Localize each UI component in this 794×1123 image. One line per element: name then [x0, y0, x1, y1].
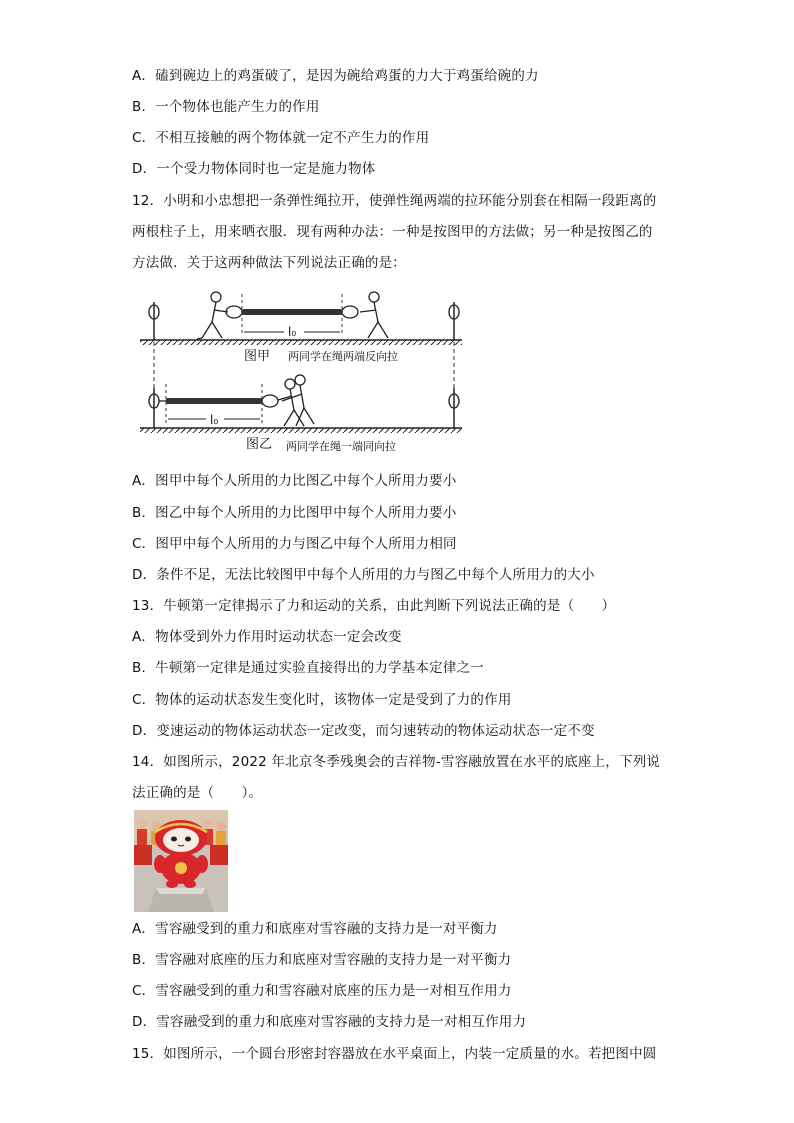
q12-option-d: D．条件不足，无法比较图甲中每个人所用的力与图乙中每个人所用力的大小	[132, 567, 595, 583]
q11-option-d: D．一个受力物体同时也一定是施力物体	[132, 161, 376, 177]
q12-option-b: B．图乙中每个人所用的力比图甲中每个人所用力要小	[132, 505, 457, 521]
q12-option-c: C．图甲中每个人所用的力与图乙中每个人所用力相同	[132, 536, 457, 552]
q13-option-b: B．牛顿第一定律是通过实验直接得出的力学基本定律之一	[132, 660, 484, 676]
q13-option-a: A．物体受到外力作用时运动状态一定会改变	[132, 629, 402, 645]
mascot-photo	[134, 810, 228, 912]
q15-stem-line-1: 15．如图所示，一个圆台形密封容器放在水平桌面上，内装一定质量的水。若把图中圆	[132, 1046, 657, 1062]
q12-stem-line-3: 方法做．关于这两种做法下列说法正确的是：	[132, 255, 406, 271]
caption-b-title: 图乙	[246, 437, 273, 452]
q14-option-a: A．雪容融受到的重力和底座对雪容融的支持力是一对平衡力	[132, 921, 498, 937]
post-right-a	[449, 302, 459, 340]
q11-option-a: A．磕到碗边上的鸡蛋破了，是因为碗给鸡蛋的力大于鸡蛋给碗的力	[132, 68, 539, 84]
q13-option-d: D．变速运动的物体运动状态一定改变，而匀速转动的物体运动状态一定不变	[132, 723, 595, 739]
q14-stem-line-1: 14．如图所示，2022 年北京冬季残奥会的吉祥物-雪容融放置在水平的底座上，下列说	[132, 754, 661, 770]
q11-option-b: B．一个物体也能产生力的作用	[132, 99, 320, 115]
length-label-b: l₀	[210, 413, 219, 427]
post-left-b	[149, 388, 159, 428]
q12-option-a: A．图甲中每个人所用的力比图乙中每个人所用力要小	[132, 473, 457, 489]
q12-rope-figure	[140, 288, 470, 460]
caption-a-title: 图甲	[244, 349, 271, 364]
length-label-a: l₀	[288, 325, 297, 339]
q13-stem: 13．牛顿第一定律揭示了力和运动的关系，由此判断下列说法正确的是（ ）	[132, 598, 616, 614]
q14-option-b: B．雪容融对底座的压力和底座对雪容融的支持力是一对平衡力	[132, 952, 512, 968]
caption-b-text: 两同学在绳一端同向拉	[286, 440, 396, 453]
q13-option-c: C．物体的运动状态发生变化时，该物体一定是受到了力的作用	[132, 692, 512, 708]
q12-stem-line-2: 两根柱子上，用来晒衣服．现有两种办法：一种是按图甲的方法做；另一种是按图乙的	[132, 224, 653, 240]
caption-a-text: 两同学在绳两端反向拉	[288, 350, 398, 363]
q12-stem-line-1: 12．小明和小忠想把一条弹性绳拉开，使弹性绳两端的拉环能分别套在相隔一段距离的	[132, 193, 657, 209]
q14-option-c: C．雪容融受到的重力和雪容融对底座的压力是一对相互作用力	[132, 983, 512, 999]
q14-option-d: D．雪容融受到的重力和底座对雪容融的支持力是一对相互作用力	[132, 1014, 527, 1030]
q11-option-c: C．不相互接触的两个物体就一定不产生力的作用	[132, 130, 430, 146]
q14-stem-line-2: 法正确的是（ ）。	[132, 785, 263, 801]
post-right-b	[449, 388, 459, 428]
post-left-a	[149, 302, 159, 340]
